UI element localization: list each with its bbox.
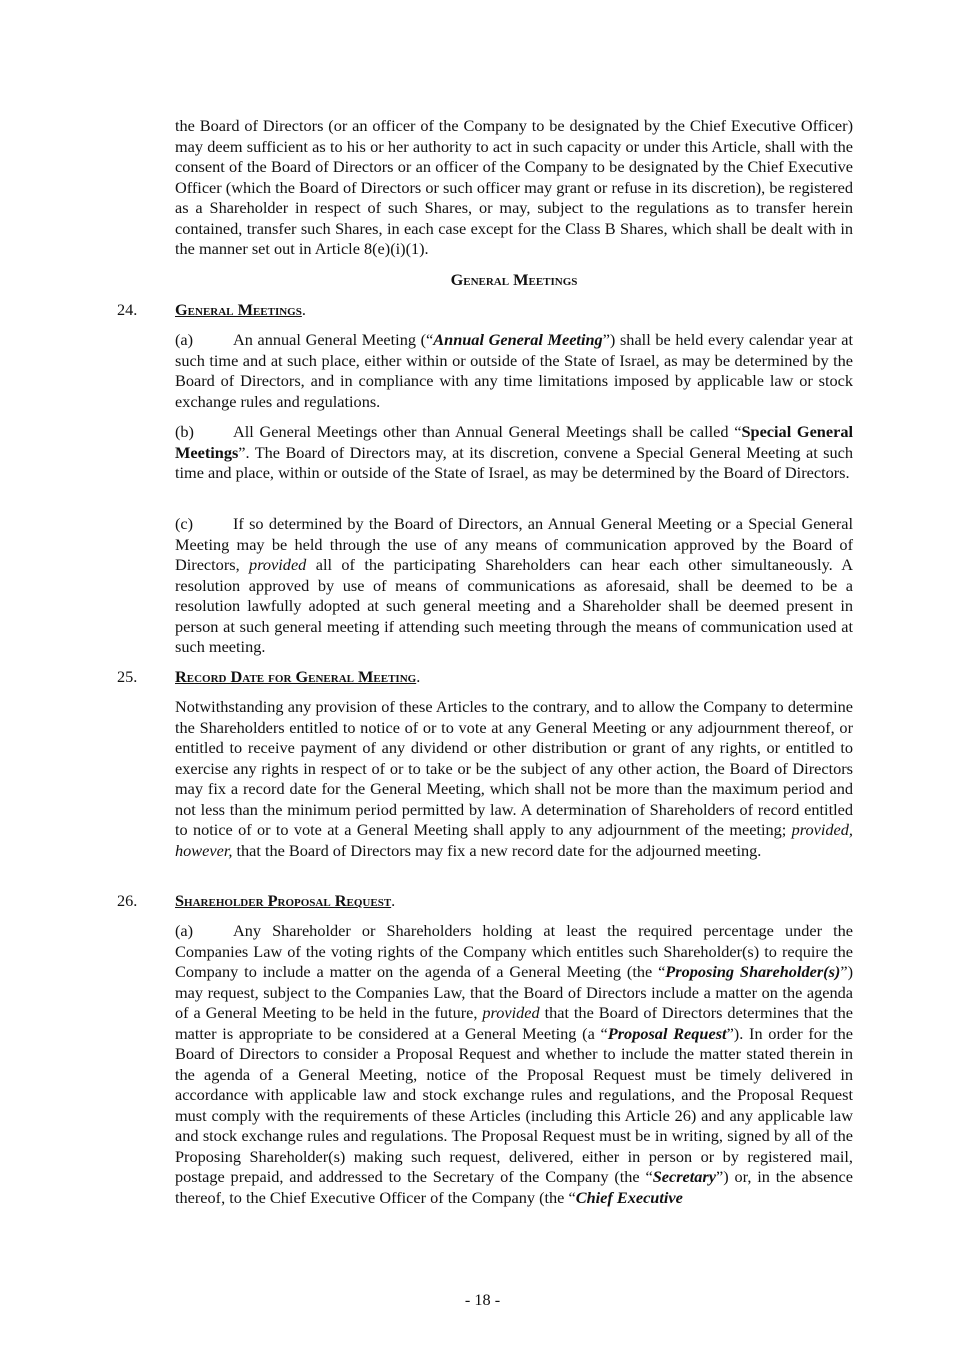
section-26-a-text-4: ”). In order for the Board of Directors to consider a Proposal Request and whether to include the matter stated therein in the agenda of a General Meeting, notice of the Proposal Request must be timely delivered in accordance with applicable law and stock exchange rules and regulations, and the Proposal Request must comply with the requirements of these Articles (including this Article 26) and any applicable law and stock exchange rules and regulations. The Proposal Request must be in writing, signed by all of the Proposing Shareholder(s) making such request, delivered, either in person or by registered mail, postage prepaid, and addressed to the Secretary of the Company (the “ [175, 1023, 853, 1186]
page-number: - 18 - [464, 1290, 501, 1309]
section-26-a-text-1: Any Shareholder or Shareholders holding at least the required percentage under the Companies Law of the voting rights of the Company which entitles such Shareholder(s) to require the Company to include a matter on the agenda of a General Meeting (the “ [175, 921, 853, 981]
term-chief-executive: Chief Executive [575, 1187, 683, 1207]
section-26-title: Shareholder Proposal Request. [175, 891, 396, 910]
section-25-number: 25. [117, 667, 138, 686]
section-26-title-text: Shareholder Proposal Request [175, 891, 392, 910]
section-26-a [175, 921, 853, 1208]
section-24-b-text-2: ”. The Board of Directors may, at its discretion, convene a Special General Meeting at such time and place, within or outside of the State of Israel, as may be determined by the Board of Directors. [175, 442, 853, 482]
section-25-emphasis: provided, however, [175, 820, 853, 860]
section-24-c-text-1: If so determined by the Board of Directors, an Annual General Meeting or a Special General Meeting may be held through the use of any means of communication approved by the Board of Directors, [175, 514, 853, 574]
general-meetings-heading: General Meetings [450, 270, 578, 289]
term-special-general-meetings: Special General Meetings [175, 422, 853, 462]
section-24-c [175, 514, 853, 658]
section-24-b-text-1: All General Meetings other than Annual General Meetings shall be called “ [233, 422, 742, 441]
term-annual-general-meeting: Annual General Meeting [433, 330, 603, 349]
section-24-a-label: (a) [175, 330, 194, 349]
section-26-a-text-5: ”) or, in the absence thereof, to the Chief Executive Officer of the Company (the “ [175, 1167, 853, 1207]
section-25-title-text: Record Date for General Meeting [175, 667, 417, 686]
section-24-c-label: (c) [175, 514, 194, 533]
term-proposal-request: Proposal Request [607, 1023, 727, 1043]
section-24-a [175, 330, 853, 412]
section-25-title: Record Date for General Meeting. [175, 667, 421, 686]
section-26-number: 26. [117, 891, 138, 910]
section-24-b [175, 422, 853, 484]
section-25-body [175, 697, 853, 861]
section-26-a-text-3: that the Board of Directors determines that the matter is appropriate to be considered at a General Meeting (a “ [175, 1003, 853, 1043]
section-24-title-text: General Meetings [175, 300, 302, 319]
intro-paragraph [175, 116, 853, 260]
section-24-number: 24. [117, 300, 138, 319]
intro-text: the Board of Directors (or an officer of the Company to be designated by the Chief Executive Officer) may deem sufficient as to his or her authority to act in such capacity or under this Article, shall with the consent of the Board of Directors or an officer of the Company to be designated by the Chief Executive Officer (which the Board of Directors or such officer may grant or refuse in its discretion), be registered as a Shareholder in respect of such Shares, or may, subject to the regulations as to transfer herein contained, transfer such Shares, in each case except for the Class B Shares, which shall be dealt with in the manner set out in Article 8(e)(i)(1). [175, 116, 853, 258]
section-25-text-2: that the Board of Directors may fix a new record date for the adjourned meeting. [232, 840, 762, 860]
section-26-a-emphasis: provided [482, 1003, 540, 1022]
section-26-a-text-2: ”) may request, subject to the Companies Law, that the Board of Directors include a matter on the agenda of a General Meeting to be held in the future, [175, 962, 853, 1022]
section-24-c-text-2: all of the participating Shareholders can hear each other simultaneously. A resolution approved by use of means of communications as aforesaid, shall be deemed to be a resolution lawfully adopted at such general meeting and a Shareholder shall be deemed present in person at such general meeting if attending such meeting through the means of communication used at such meeting. [175, 555, 853, 656]
section-25-text-1: Notwithstanding any provision of these Articles to the contrary, and to allow the Company to determine the Shareholders entitled to notice of or to vote at any General Meeting or any adjournment thereof, or entitled to receive payment of any dividend or other distribution or grant of any rights, or entitled to exercise any rights in respect of or to take or be the subject of any other action, the Board of Directors may fix a record date for the General Meeting, which shall not be more than the maximum period and not less than the minimum period permitted by law. A determination of Shareholders of record entitled to notice of or to vote at a General Meeting shall apply to any adjournment of the meeting; [175, 697, 853, 839]
section-24-c-emphasis: provided [249, 555, 307, 574]
section-24-title: General Meetings. [175, 300, 306, 319]
section-24-a-text-2: ”) shall be held every calendar year at such time and at such place, either within or outside of the State of Israel, as may be determined by the Board of Directors, and in compliance with any time limitations imposed by applicable law or stock exchange rules and regulations. [175, 330, 853, 411]
section-24-b-label: (b) [175, 422, 194, 441]
term-proposing-shareholders: Proposing Shareholder(s) [665, 962, 841, 981]
section-26-a-label: (a) [175, 921, 194, 940]
term-secretary: Secretary [652, 1167, 716, 1186]
section-24-a-text-1: An annual General Meeting (“ [233, 330, 434, 349]
